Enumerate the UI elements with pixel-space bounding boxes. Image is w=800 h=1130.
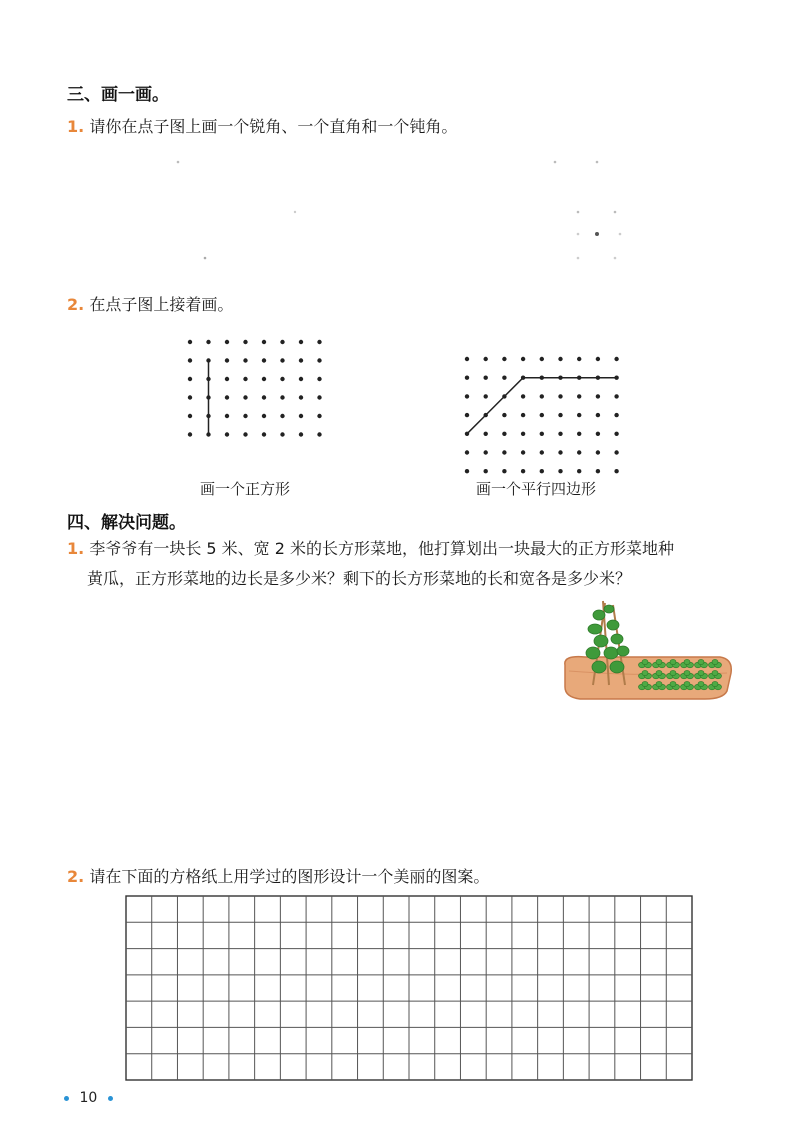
grid-dot[interactable] <box>299 432 303 436</box>
faint-dot <box>577 257 580 260</box>
grid-dot[interactable] <box>465 357 469 361</box>
small-plant <box>698 681 704 686</box>
section-4-title: 四、解决问题。 <box>67 513 186 533</box>
small-plant <box>684 659 690 664</box>
faint-dot <box>596 161 599 164</box>
grid-dot[interactable] <box>540 450 544 454</box>
faint-dot <box>177 161 180 164</box>
grid-dot[interactable] <box>206 432 210 436</box>
small-plant <box>670 670 676 675</box>
grid-dot[interactable] <box>577 376 581 380</box>
grid-dot[interactable] <box>280 414 284 418</box>
grid-dot[interactable] <box>225 358 229 362</box>
small-plant <box>656 659 662 664</box>
grid-dot[interactable] <box>188 414 192 418</box>
grid-dot[interactable] <box>614 394 618 398</box>
grid-dot[interactable] <box>596 450 600 454</box>
parallelogram-dot-grid[interactable] <box>457 350 642 480</box>
page-number <box>64 1090 113 1106</box>
grid-dot[interactable] <box>484 469 488 473</box>
grid-dot[interactable] <box>225 414 229 418</box>
grid-dot[interactable] <box>502 376 506 380</box>
grid-dot[interactable] <box>317 340 321 344</box>
grid-dot[interactable] <box>243 395 247 399</box>
small-plant <box>698 659 704 664</box>
problem-1-line-1 <box>67 534 674 564</box>
grid-dot[interactable] <box>558 357 562 361</box>
grid-dot[interactable] <box>540 413 544 417</box>
grid-dot[interactable] <box>206 377 210 381</box>
grid-dot[interactable] <box>558 432 562 436</box>
grid-dot[interactable] <box>465 376 469 380</box>
square-dot-grid[interactable] <box>180 332 330 462</box>
grid-dot[interactable] <box>577 357 581 361</box>
grid-dot[interactable] <box>596 394 600 398</box>
grid-dot[interactable] <box>502 432 506 436</box>
grid-dot[interactable] <box>299 377 303 381</box>
small-plant <box>684 670 690 675</box>
question-number: 1. <box>67 117 85 136</box>
grid-dot[interactable] <box>596 376 600 380</box>
grid-dot[interactable] <box>280 432 284 436</box>
question-text: 请你在点子图上画一个锐角、一个直角和一个钝角。 <box>89 117 458 136</box>
small-plant <box>670 659 676 664</box>
faint-dot <box>204 257 207 260</box>
small-plant <box>656 670 662 675</box>
grid-dot[interactable] <box>577 432 581 436</box>
question-2-row <box>67 292 233 315</box>
grid-dot[interactable] <box>521 432 525 436</box>
grid-dot[interactable] <box>484 357 488 361</box>
grid-dot[interactable] <box>558 469 562 473</box>
grid-dot[interactable] <box>577 469 581 473</box>
page-dot-left <box>64 1096 69 1101</box>
grid-dot[interactable] <box>540 376 544 380</box>
grid-dot[interactable] <box>521 376 525 380</box>
grid-dot[interactable] <box>262 340 266 344</box>
grid-dot[interactable] <box>540 394 544 398</box>
grid-dot[interactable] <box>225 395 229 399</box>
faint-dot <box>577 233 580 236</box>
grid-dot[interactable] <box>299 395 303 399</box>
grid-dot[interactable] <box>521 413 525 417</box>
grid-dot[interactable] <box>577 450 581 454</box>
faint-dot <box>595 232 599 236</box>
grid-dot[interactable] <box>596 413 600 417</box>
small-plant <box>642 659 648 664</box>
grid-dot[interactable] <box>558 450 562 454</box>
grid-dot[interactable] <box>262 377 266 381</box>
small-plant <box>642 681 648 686</box>
grid-dot[interactable] <box>577 394 581 398</box>
grid-dot[interactable] <box>317 377 321 381</box>
faint-dot <box>577 211 580 214</box>
grid-dot[interactable] <box>540 357 544 361</box>
grid-dot[interactable] <box>317 414 321 418</box>
grid-dot[interactable] <box>206 340 210 344</box>
grid-dot[interactable] <box>243 414 247 418</box>
grid-dot[interactable] <box>502 413 506 417</box>
question-1-row <box>67 114 457 137</box>
grid-dot[interactable] <box>465 469 469 473</box>
small-plant <box>698 670 704 675</box>
grid-dot[interactable] <box>502 394 506 398</box>
grid-dot[interactable] <box>206 395 210 399</box>
grid-dot[interactable] <box>280 377 284 381</box>
parallelogram-caption: 画一个平行四边形 <box>476 480 597 498</box>
grid-dot[interactable] <box>299 414 303 418</box>
grid-dot[interactable] <box>502 469 506 473</box>
grid-dot[interactable] <box>614 376 618 380</box>
grid-dot[interactable] <box>188 340 192 344</box>
grid-dot[interactable] <box>558 376 562 380</box>
grid-paper[interactable] <box>124 894 696 1084</box>
faint-dot <box>619 233 622 236</box>
grid-dot[interactable] <box>317 395 321 399</box>
vegetable-garden-illustration <box>555 595 735 705</box>
question-number: 2. <box>67 867 85 886</box>
small-plant <box>670 681 676 686</box>
grid-dot[interactable] <box>502 450 506 454</box>
section-3-title: 三、画一画。 <box>67 85 169 105</box>
page-number-text: 10 <box>79 1090 98 1106</box>
small-plant <box>642 670 648 675</box>
grid-dot[interactable] <box>614 450 618 454</box>
grid-dot[interactable] <box>280 340 284 344</box>
grid-dot[interactable] <box>614 357 618 361</box>
small-plant <box>684 681 690 686</box>
given-polyline <box>467 378 617 434</box>
grid-dot[interactable] <box>521 394 525 398</box>
grid-dot[interactable] <box>243 377 247 381</box>
grid-dot[interactable] <box>188 395 192 399</box>
grid-dot[interactable] <box>299 358 303 362</box>
grid-dot[interactable] <box>225 432 229 436</box>
small-plant <box>712 681 718 686</box>
grid-dot[interactable] <box>558 413 562 417</box>
faint-dot <box>294 211 296 213</box>
grid-dot[interactable] <box>540 469 544 473</box>
grid-dot[interactable] <box>206 358 210 362</box>
grid-dot[interactable] <box>262 358 266 362</box>
grid-dot[interactable] <box>188 432 192 436</box>
grid-dot[interactable] <box>465 432 469 436</box>
grid-dot[interactable] <box>225 340 229 344</box>
grid-dot[interactable] <box>465 413 469 417</box>
problem-text: 李爷爷有一块长 5 米、宽 2 米的长方形菜地，他打算划出一块最大的正方形菜地种 <box>89 539 675 558</box>
faint-dot <box>614 211 617 214</box>
question-number: 1. <box>67 539 85 558</box>
faint-dot <box>554 161 557 164</box>
grid-dot[interactable] <box>262 414 266 418</box>
question-number: 2. <box>67 295 85 314</box>
faint-dot-area <box>160 150 640 270</box>
grid-dot[interactable] <box>465 450 469 454</box>
question-text: 请在下面的方格纸上用学过的图形设计一个美丽的图案。 <box>89 867 490 886</box>
grid-dot[interactable] <box>484 376 488 380</box>
grid-dot[interactable] <box>225 377 229 381</box>
grid-dot[interactable] <box>299 340 303 344</box>
grid-dot[interactable] <box>614 432 618 436</box>
grid-dot[interactable] <box>521 450 525 454</box>
grid-dot[interactable] <box>596 432 600 436</box>
grid-dot[interactable] <box>540 432 544 436</box>
grid-dot[interactable] <box>280 395 284 399</box>
grid-dot[interactable] <box>465 394 469 398</box>
problem-1-line-2: 黄瓜，正方形菜地的边长是多少米？剩下的长方形菜地的长和宽各是多少米？ <box>87 569 632 588</box>
square-caption: 画一个正方形 <box>200 480 291 498</box>
small-plant <box>656 681 662 686</box>
grid-dot[interactable] <box>521 357 525 361</box>
grid-dot[interactable] <box>317 432 321 436</box>
grid-dot[interactable] <box>317 358 321 362</box>
grid-dot[interactable] <box>484 413 488 417</box>
grid-dot[interactable] <box>614 469 618 473</box>
question-2-row <box>67 864 489 887</box>
grid-dot[interactable] <box>262 395 266 399</box>
grid-dot[interactable] <box>614 413 618 417</box>
grid-dot[interactable] <box>484 450 488 454</box>
grid-dot[interactable] <box>188 358 192 362</box>
small-plant <box>712 670 718 675</box>
grid-dot[interactable] <box>243 432 247 436</box>
grid-dot[interactable] <box>502 357 506 361</box>
small-plant <box>712 659 718 664</box>
grid-dot[interactable] <box>596 469 600 473</box>
grid-dot[interactable] <box>596 357 600 361</box>
page-dot-right <box>108 1096 113 1101</box>
grid-dot[interactable] <box>577 413 581 417</box>
question-text: 在点子图上接着画。 <box>89 295 234 314</box>
grid-dot[interactable] <box>521 469 525 473</box>
grid-dot[interactable] <box>188 377 192 381</box>
grid-dot[interactable] <box>206 414 210 418</box>
grid-dot[interactable] <box>484 432 488 436</box>
grid-dot[interactable] <box>558 394 562 398</box>
faint-dot <box>614 257 617 260</box>
grid-dot[interactable] <box>243 358 247 362</box>
grid-dot[interactable] <box>262 432 266 436</box>
grid-dot[interactable] <box>243 340 247 344</box>
grid-dot[interactable] <box>280 358 284 362</box>
grid-dot[interactable] <box>484 394 488 398</box>
